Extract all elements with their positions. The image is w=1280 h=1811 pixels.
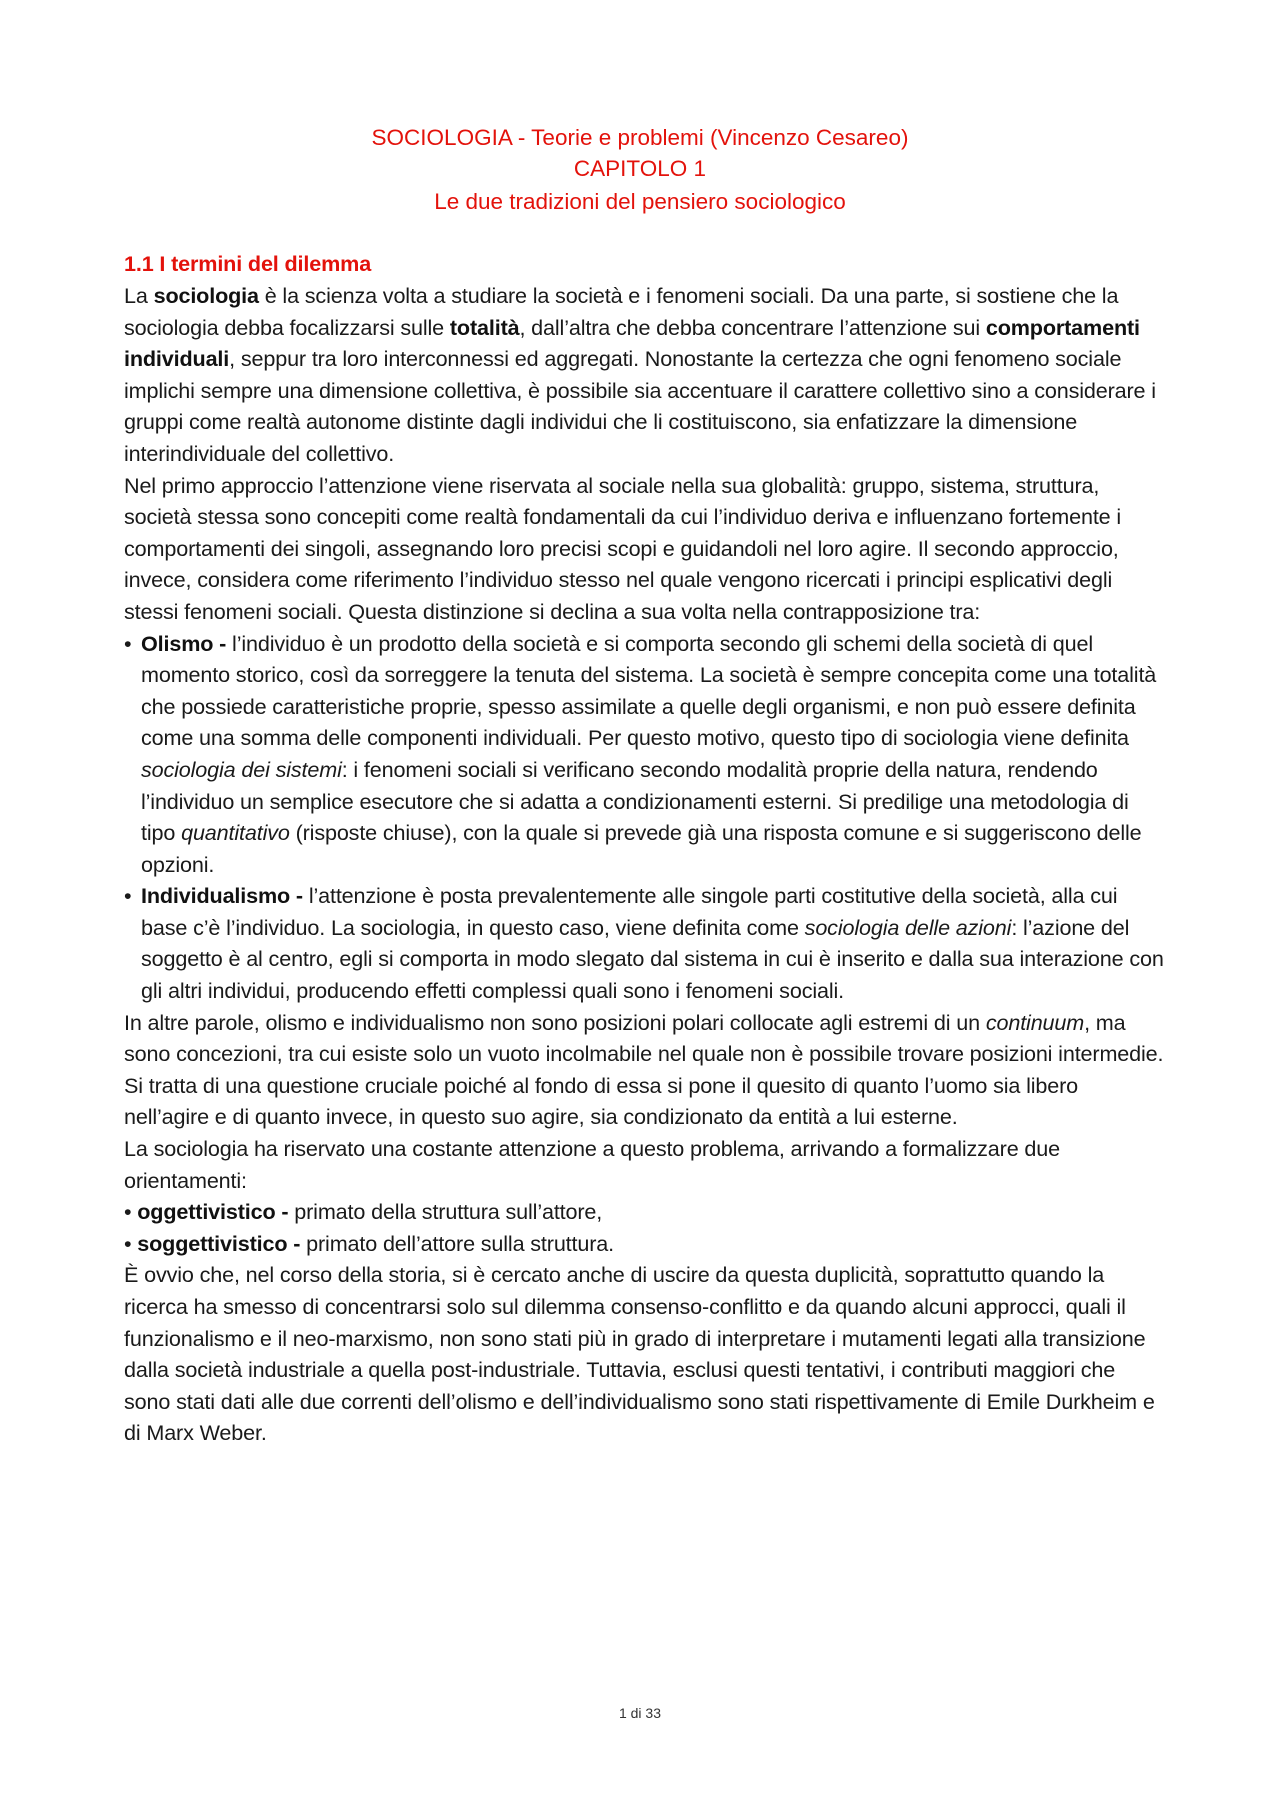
chapter-subtitle: Le due tradizioni del pensiero sociologico (434, 189, 846, 214)
olismo-italic-2: quantitativo (181, 820, 290, 846)
list-item-oggettivistico (124, 1196, 1166, 1228)
term-olismo: Olismo - (141, 630, 233, 656)
soggettivistico-text: primato dell’attore sulla struttura. (306, 1230, 614, 1256)
paragraph-intro (124, 280, 1166, 470)
para1-text-4: , seppur tra loro interconnessi ed aggregati. Nonostante la certezza che ogni fenomeno sociale implichi sempre una dimensione collettiva, è possibile sia accentuare il carattere collettivo sino a considerare i gruppi come realtà autonome distinte dagli individui che li costituiscono, sia enfatizzare la dimensione interindividuale del collettivo. (124, 346, 1156, 466)
list-item-individualismo (124, 880, 1166, 1006)
term-comportamenti-individuali: comportamenti individuali (124, 314, 1140, 372)
olismo-italic-1: sociologia dei sistemi (141, 756, 342, 782)
paragraph-conclusione: È ovvio che, nel corso della storia, si è cercato anche di uscire da questa duplicità, soprattutto quando la ricerca ha smesso di concentrarsi solo sul dilemma consenso-conflitto e da quando alcuni approcci, quali il funzionalismo e il neo-marxismo, non sono stati più in grado di interpretare i mutamenti legati alla transizione dalla società industriale a quella post-industriale. Tuttavia, esclusi questi tentativi, i contributi maggiori che sono stati dati alle due correnti dell’olismo e dell’individualismo sono stati rispettivamente di Emile Durkheim e di Marx Weber. (124, 1262, 1155, 1446)
title-block (0, 122, 1280, 220)
term-sociologia: sociologia (153, 283, 259, 308)
term-soggettivistico: soggettivistico - (137, 1230, 307, 1256)
term-totalita: totalità (449, 314, 520, 340)
para1-text-1: La (124, 283, 154, 308)
para1-text-3: , dall’altra che debba concentrare l’attenzione sui (519, 314, 986, 340)
individualismo-text-2: : l’azione del soggetto è al centro, egli si comporta in modo slegato dal sistema in cui è inserito e dalla sua interazione con gli altri individui, producendo effetti complessi quali sono i fenomeni sociali. (141, 914, 1164, 1004)
orientamenti-list (124, 1196, 1166, 1259)
page-number: 1 di 33 (618, 1705, 662, 1721)
term-oggettivistico: oggettivistico - (137, 1199, 295, 1225)
document-body (124, 247, 1166, 1449)
para3-text-1: In altre parole, olismo e individualismo non sono posizioni polari collocate agli estremi di un (124, 1009, 986, 1035)
oggettivistico-text: primato della struttura sull’attore, (294, 1199, 603, 1225)
para1-text-2: è la scienza volta a studiare la società e i fenomeni sociali. Da una parte, si sostiene che la sociologia debba focalizzarsi sulle (124, 283, 1119, 340)
paragraph-approcci: Nel primo approccio l’attenzione viene riservata al sociale nella sua globalità: gruppo, sistema, struttura, società stessa sono concepiti come realtà fondamentali da cui l’individuo deriva e influenzano fortemente i comportamenti dei singoli, assegnando loro precisi scopi e guidandoli nel loro agire. Il secondo approccio, invece, considera come riferimento l’individuo stesso nel quale vengono ricercati i principi esplicativi degli stessi fenomeni sociali. Questa distinzione si declina a sua volta nella contrapposizione tra: (124, 472, 1122, 624)
paragraph-continuum (124, 1007, 1166, 1133)
term-continuum: continuum (985, 1009, 1085, 1035)
para3-text-2: , ma sono concezioni, tra cui esiste solo un vuoto incolmabile nel quale non è possibile trovare posizioni intermedie. Si tratta di una questione cruciale poiché al fondo di essa si pone il quesito di quanto l’uomo sia libero nell’agire e di quanto invece, in questo suo agire, sia condizionato da entità a lui esterne. (124, 1009, 1164, 1130)
section-heading: 1.1 I termini del dilemma (124, 251, 372, 276)
term-individualismo: Individualismo - (141, 883, 309, 909)
olismo-text-2: : i fenomeni sociali si verificano secondo modalità proprie della natura, rendendo l’individuo un semplice esecutore che si adatta a condizionamenti esterni. Si predilige una metodologia di tipo (141, 756, 1129, 846)
olismo-text-1: l’individuo è un prodotto della società e si comporta secondo gli schemi della società di quel momento storico, così da sorreggere la tenuta del sistema. La società è sempre concepita come una totalità che possiede caratteristiche proprie, spesso assimilate a quelle degli organismi, e non può essere definita come una somma delle componenti individuali. Per questo motivo, questo tipo di sociologia viene definita (141, 630, 1157, 751)
list-item-olismo (124, 628, 1166, 881)
individualismo-text-1: l’attenzione è posta prevalentemente alle singole parti costitutive della società, alla cui base c’è l’individuo. La sociologia, in questo caso, viene definita come (141, 883, 1118, 940)
paragraph-orientamenti: La sociologia ha riservato una costante attenzione a questo problema, arrivando a formalizzare due orientamenti: (124, 1136, 1060, 1193)
chapter-label: CAPITOLO 1 (573, 156, 707, 181)
approach-list (124, 628, 1166, 1007)
document-title: SOCIOLOGIA - Teorie e problemi (Vincenzo Cesareo) (371, 125, 909, 150)
list-item-soggettivistico (124, 1228, 1166, 1260)
olismo-text-3: (risposte chiuse), con la quale si prevede già una risposta comune e si suggeriscono delle opzioni. (141, 820, 1142, 877)
individualismo-italic-1: sociologia delle azioni (804, 914, 1012, 940)
